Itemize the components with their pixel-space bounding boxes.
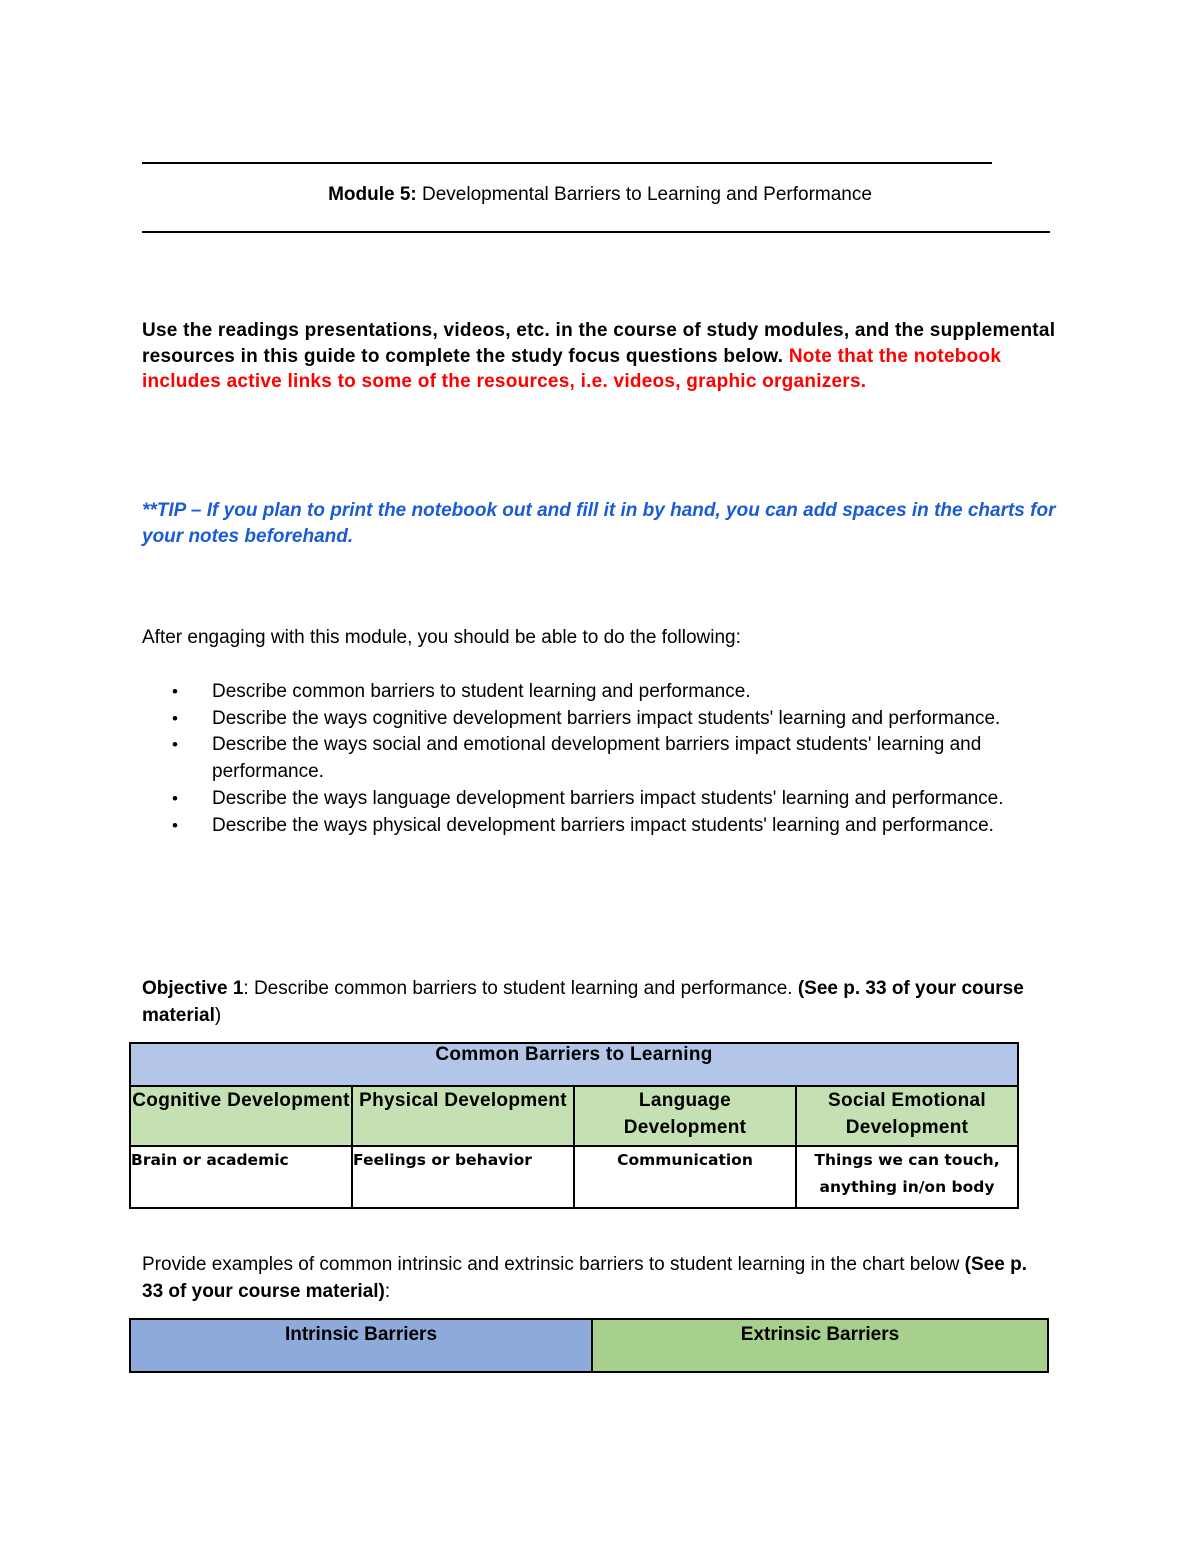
provide-reference: (See p. 33 of your course material)	[142, 1254, 1027, 1302]
intrinsic-header: Intrinsic Barriers	[130, 1319, 592, 1372]
objective-text: Describe the ways cognitive development barriers impact students' learning and performance.	[212, 707, 1001, 729]
objective-1-reference: (See p. 33 of your course material	[142, 978, 1024, 1026]
value-social-emotional[interactable]: Things we can touch, anything in/on body	[796, 1146, 1018, 1208]
objective-1-paragraph	[142, 975, 1042, 1029]
list-item	[142, 786, 1057, 813]
value-cognitive[interactable]: Brain or academic	[130, 1146, 352, 1208]
bullet-icon: •	[172, 815, 178, 835]
objectives-list	[142, 679, 1057, 839]
provide-examples-paragraph	[142, 1251, 1042, 1305]
extrinsic-header: Extrinsic Barriers	[592, 1319, 1048, 1372]
table-header-row	[130, 1043, 1018, 1086]
objective-text: Describe the ways physical development barriers impact students' learning and performance.	[212, 814, 994, 836]
top-rule	[142, 162, 992, 164]
value-physical[interactable]: Feelings or behavior	[352, 1146, 574, 1208]
category-language: Language Development	[574, 1086, 796, 1146]
table-header-row	[130, 1319, 1048, 1372]
objective-text: Describe the ways social and emotional development barriers impact students' learning and performance.	[212, 734, 982, 783]
bullet-icon: •	[172, 735, 178, 755]
intro-paragraph	[142, 318, 1057, 395]
category-cognitive: Cognitive Development	[130, 1086, 352, 1146]
intro-note: Note that the notebook includes active links to some of the resources, i.e. videos, graphic organizers.	[142, 345, 1002, 392]
category-physical: Physical Development	[352, 1086, 574, 1146]
module-heading	[0, 184, 1200, 206]
after-engaging-text: After engaging with this module, you should be able to do the following:	[142, 627, 741, 648]
list-item	[142, 732, 1057, 785]
objective-text: Describe common barriers to student learning and performance.	[212, 681, 751, 702]
module-title: Developmental Barriers to Learning and Performance	[416, 184, 872, 205]
objective-1-text: : Describe common barriers to student learning and performance.	[243, 978, 798, 999]
objective-text: Describe the ways language development barriers impact students' learning and performance.	[212, 787, 1004, 809]
intrinsic-extrinsic-table	[129, 1318, 1049, 1373]
table-category-row	[130, 1086, 1018, 1146]
list-item	[142, 706, 1057, 733]
bottom-rule	[142, 231, 1050, 233]
common-barriers-table	[129, 1042, 1019, 1209]
list-item	[142, 679, 1057, 706]
table-title-cell: Common Barriers to Learning	[130, 1043, 1018, 1086]
objective-1-label: Objective 1	[142, 978, 244, 999]
bullet-icon: •	[172, 788, 178, 808]
provide-close: :	[384, 1281, 391, 1302]
bullet-icon: •	[172, 708, 178, 728]
provide-text: Provide examples of common intrinsic and extrinsic barriers to student learning in the chart below	[142, 1254, 965, 1275]
tip-paragraph: **TIP – If you plan to print the notebook out and fill it in by hand, you can add spaces in the charts for your notes beforehand.	[142, 500, 1056, 547]
module-label: Module 5:	[328, 184, 417, 205]
list-item	[142, 813, 1057, 840]
value-language[interactable]: Communication	[574, 1146, 796, 1208]
category-social-emotional: Social Emotional Development	[796, 1086, 1018, 1146]
table-row	[130, 1146, 1018, 1208]
bullet-icon: •	[172, 682, 178, 701]
objective-1-close: )	[214, 1005, 222, 1026]
intro-text: Use the readings presentations, videos, etc. in the course of study modules, and the supplemental resources in this guide to complete the study focus questions below.	[142, 320, 1056, 367]
